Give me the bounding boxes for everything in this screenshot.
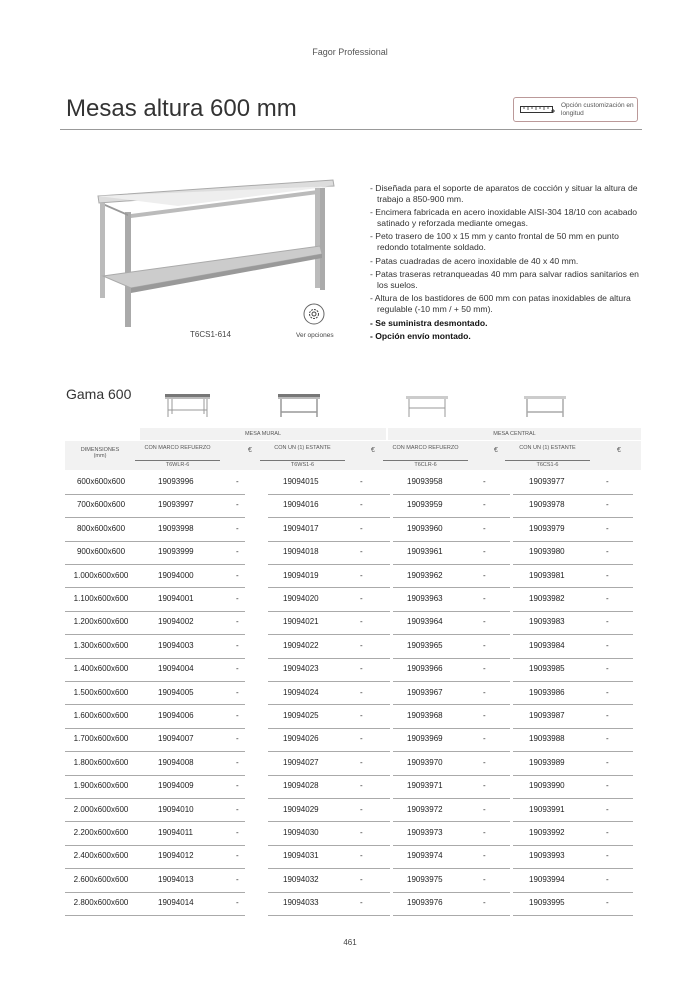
product-code-cell: 19093981 [529, 570, 565, 580]
product-code-cell: 19094017 [283, 523, 319, 533]
price-cell: - [236, 547, 239, 557]
feature-item: - Patas cuadradas de acero inoxidable de 40 x 40 mm. [370, 255, 579, 266]
table-row [0, 657, 700, 682]
column-code: T6CS1-6 [536, 462, 559, 468]
column-underline [505, 460, 590, 461]
column-label: CON UN (1) ESTANTE [274, 445, 331, 451]
dimension-cell: 1.300x600x600 [73, 640, 129, 650]
price-cell: - [236, 757, 239, 767]
table-header [65, 441, 641, 470]
product-code-cell: 19093998 [158, 523, 194, 533]
currency-label: € [617, 447, 621, 454]
group-mesa-mural: MESA MURAL [140, 428, 386, 440]
product-code-cell: 19093990 [529, 781, 565, 791]
price-cell: - [483, 734, 486, 744]
price-cell: - [360, 781, 363, 791]
product-code-cell: 19093994 [529, 874, 565, 884]
feature-list [370, 183, 640, 345]
price-cell: - [483, 547, 486, 557]
product-code-cell: 19094020 [283, 594, 319, 603]
table-row [0, 868, 700, 893]
price-cell: - [360, 874, 363, 884]
product-code-cell: 19094013 [158, 874, 194, 884]
table-row [0, 891, 700, 916]
column-code: T6WS1-6 [290, 462, 315, 468]
price-cell: - [606, 874, 609, 884]
dimension-cell: 2.800x600x600 [73, 898, 129, 908]
product-code-cell: 19093980 [529, 547, 565, 557]
table-row [0, 774, 700, 799]
dimension-cell: 1.800x600x600 [73, 757, 129, 767]
product-code-cell: 19093993 [529, 851, 565, 861]
price-cell: - [606, 734, 609, 744]
product-code-cell: 19094000 [158, 570, 194, 580]
currency-label: € [494, 447, 498, 454]
currency-label: € [371, 447, 375, 454]
price-cell: - [236, 874, 239, 884]
product-code-cell: 19094029 [283, 804, 319, 814]
price-cell: - [606, 851, 609, 861]
price-cell: - [606, 547, 609, 557]
table-row [0, 564, 700, 589]
product-code-cell: 19093991 [529, 804, 565, 814]
column-label: CON MARCO REFUERZO [144, 445, 211, 451]
product-code-cell: 19094010 [158, 804, 194, 814]
product-code-cell: 19094022 [283, 640, 319, 650]
price-cell: - [483, 711, 486, 720]
row-divider [65, 915, 245, 916]
brand-header: Fagor Professional [312, 47, 388, 57]
price-cell: - [360, 664, 363, 674]
product-code-cell: 19093978 [529, 500, 565, 510]
row-divider [513, 915, 633, 916]
price-cell: - [236, 711, 239, 720]
price-cell: - [236, 477, 239, 486]
price-cell: - [483, 804, 486, 814]
column-underline [260, 460, 345, 461]
product-code-cell: 19094016 [283, 500, 319, 510]
price-cell: - [236, 828, 239, 837]
price-cell: - [360, 687, 363, 697]
badge-text: Opción customización en longitud [561, 102, 634, 117]
product-code-cell: 19093969 [407, 734, 443, 744]
product-code-cell: 19094027 [283, 757, 319, 767]
product-code-cell: 19093976 [407, 898, 443, 908]
product-code-cell: 19093985 [529, 664, 565, 674]
price-cell: - [483, 874, 486, 884]
product-code-cell: 19093972 [407, 804, 443, 814]
group-mesa-central: MESA CENTRAL [388, 428, 641, 440]
product-code-cell: 19093971 [407, 781, 443, 791]
product-code-cell: 19094025 [283, 711, 319, 720]
product-code-cell: 19094021 [283, 617, 319, 627]
price-cell: - [360, 851, 363, 861]
product-code-cell: 19094033 [283, 898, 319, 908]
price-cell: - [606, 898, 609, 908]
product-code-cell: 19094002 [158, 617, 194, 627]
product-code-cell: 19094009 [158, 781, 194, 791]
product-code-cell: 19094005 [158, 687, 194, 697]
feature-item: - Diseñada para el soporte de aparatos de cocción y situar la altura de trabajo a 850-900 mm. [370, 183, 638, 204]
price-cell: - [236, 570, 239, 580]
product-code-cell: 19093963 [407, 594, 443, 603]
dimension-cell: 1.000x600x600 [73, 570, 129, 580]
price-cell: - [360, 570, 363, 580]
product-model: T6CS1-614 [190, 330, 231, 339]
table-row [0, 727, 700, 752]
view-options-link[interactable]: Ver opciones [296, 332, 334, 339]
price-cell: - [606, 570, 609, 580]
product-code-cell: 19093967 [407, 687, 443, 697]
row-divider [268, 915, 390, 916]
price-cell: - [606, 804, 609, 814]
table-row [0, 751, 700, 776]
price-cell: - [236, 523, 239, 533]
price-cell: - [360, 523, 363, 533]
product-code-cell: 19093974 [407, 851, 443, 861]
product-code-cell: 19094003 [158, 640, 194, 650]
product-code-cell: 19094007 [158, 734, 194, 744]
price-cell: - [360, 804, 363, 814]
price-cell: - [236, 664, 239, 674]
product-code-cell: 19093975 [407, 874, 443, 884]
product-code-cell: 19093995 [529, 898, 565, 908]
product-code-cell: 19094011 [158, 828, 193, 837]
product-code-cell: 19093984 [529, 640, 565, 650]
price-cell: - [483, 687, 486, 697]
price-cell: - [606, 477, 609, 486]
price-cell: - [483, 781, 486, 791]
price-cell: - [483, 523, 486, 533]
price-cell: - [360, 757, 363, 767]
price-cell: - [606, 617, 609, 627]
product-code-cell: 19094023 [283, 664, 319, 674]
product-code-cell: 19093968 [407, 711, 443, 720]
dimension-cell: 1.700x600x600 [73, 734, 129, 744]
price-cell: - [483, 640, 486, 650]
price-cell: - [606, 664, 609, 674]
product-code-cell: 19093989 [529, 757, 565, 767]
thumbnail-mesa-mural-estante [278, 394, 320, 417]
dimension-cell: 900x600x600 [76, 547, 126, 557]
dimension-cell: 1.100x600x600 [73, 594, 129, 603]
dimension-cell: 1.500x600x600 [73, 687, 129, 697]
price-cell: - [360, 617, 363, 627]
product-code-cell: 19094001 [158, 594, 194, 603]
dimensions-header: DIMENSIONES (mm) [80, 447, 120, 459]
price-cell: - [236, 898, 239, 908]
price-cell: - [236, 594, 239, 603]
price-cell: - [606, 500, 609, 510]
price-cell: - [606, 757, 609, 767]
product-code-cell: 19093958 [407, 477, 443, 486]
column-underline [135, 460, 220, 461]
product-code-cell: 19094008 [158, 757, 194, 767]
price-cell: - [236, 617, 239, 627]
thumbnail-mesa-central-estante [524, 396, 566, 417]
dimension-cell: 600x600x600 [76, 477, 126, 486]
ruler-icon [520, 105, 556, 115]
price-cell: - [606, 828, 609, 837]
product-code-cell: 19094012 [158, 851, 194, 861]
product-code-cell: 19093966 [407, 664, 443, 674]
price-cell: - [360, 640, 363, 650]
product-code-cell: 19093992 [529, 828, 565, 837]
price-cell: - [236, 640, 239, 650]
product-code-cell: 19093988 [529, 734, 565, 744]
product-code-cell: 19094032 [283, 874, 319, 884]
product-code-cell: 19094006 [158, 711, 194, 720]
dimension-cell: 800x600x600 [76, 523, 126, 533]
feature-item: - Peto trasero de 100 x 15 mm y canto frontal de 50 mm en punto redondo totalmente soldado. [370, 231, 619, 252]
price-cell: - [606, 523, 609, 533]
price-cell: - [236, 734, 239, 744]
price-cell: - [483, 664, 486, 674]
customization-badge [513, 97, 638, 122]
gear-icon[interactable] [303, 303, 325, 325]
product-code-cell: 19094018 [283, 547, 319, 557]
section-title: Gama 600 [66, 386, 132, 402]
feature-item: - Se suministra desmontado. [370, 317, 488, 328]
dimension-cell: 1.200x600x600 [73, 617, 129, 627]
title-divider [60, 129, 642, 130]
feature-item: - Altura de los bastidores de 600 mm con patas inoxidables de altura regulable (-10 mm / + 50 mm). [370, 293, 631, 314]
column-code: T6CLR-6 [414, 462, 437, 468]
page-number: 461 [343, 938, 357, 947]
feature-item: - Patas traseras retranqueadas 40 mm para salvar radios sanitarios en los suelos. [370, 269, 639, 290]
price-cell: - [360, 734, 363, 744]
price-cell: - [483, 898, 486, 908]
price-cell: - [236, 804, 239, 814]
table-row [0, 844, 700, 869]
product-code-cell: 19093959 [407, 500, 443, 510]
price-cell: - [360, 898, 363, 908]
price-cell: - [483, 617, 486, 627]
dimension-cell: 2.400x600x600 [73, 851, 129, 861]
price-cell: - [483, 570, 486, 580]
dimension-cell: 2.200x600x600 [73, 828, 129, 837]
price-cell: - [483, 851, 486, 861]
product-code-cell: 19094019 [283, 570, 319, 580]
table-row [0, 610, 700, 635]
table-row [0, 798, 700, 823]
table-row [0, 470, 700, 495]
product-code-cell: 19093965 [407, 640, 443, 650]
price-cell: - [236, 851, 239, 861]
product-code-cell: 19093999 [158, 547, 194, 557]
feature-item: - Encimera fabricada en acero inoxidable AISI-304 18/10 con acabado satinado y reforzada mediante omegas. [370, 207, 638, 228]
price-cell: - [483, 828, 486, 837]
price-cell: - [360, 828, 363, 837]
product-code-cell: 19094004 [158, 664, 194, 674]
price-cell: - [606, 640, 609, 650]
thumbnail-mesa-central-marco [406, 396, 448, 417]
price-cell: - [360, 711, 363, 720]
column-label: CON UN (1) ESTANTE [519, 445, 576, 451]
table-row [0, 704, 700, 729]
product-code-cell: 19094031 [283, 851, 319, 861]
product-code-cell: 19094015 [283, 477, 319, 486]
product-image [88, 176, 338, 328]
price-cell: - [606, 594, 609, 603]
variant-thumbnails [160, 388, 640, 424]
price-cell: - [360, 594, 363, 603]
table-row [0, 540, 700, 565]
dimension-cell: 2.000x600x600 [73, 804, 129, 814]
table-row [0, 517, 700, 542]
product-code-cell: 19094026 [283, 734, 319, 744]
product-code-cell: 19093979 [529, 523, 565, 533]
dimension-cell: 700x600x600 [76, 500, 126, 510]
dimension-cell: 1.400x600x600 [73, 664, 129, 674]
product-code-cell: 19093982 [529, 594, 565, 603]
dimension-cell: 2.600x600x600 [73, 874, 129, 884]
price-cell: - [483, 500, 486, 510]
price-cell: - [606, 781, 609, 791]
column-label: CON MARCO REFUERZO [392, 445, 459, 451]
product-code-cell: 19093977 [529, 477, 565, 486]
row-divider [393, 915, 510, 916]
dimension-cell: 1.600x600x600 [73, 711, 129, 720]
currency-label: € [248, 447, 252, 454]
product-code-cell: 19093962 [407, 570, 443, 580]
product-code-cell: 19093970 [407, 757, 443, 767]
column-code: T6WLR-6 [165, 462, 190, 468]
table-row [0, 821, 700, 846]
product-code-cell: 19093973 [407, 828, 443, 837]
price-cell: - [236, 687, 239, 697]
product-code-cell: 19093964 [407, 617, 443, 627]
price-cell: - [360, 500, 363, 510]
product-code-cell: 19093960 [407, 523, 443, 533]
table-row [0, 634, 700, 659]
dimension-cell: 1.900x600x600 [73, 781, 129, 791]
price-cell: - [360, 547, 363, 557]
product-code-cell: 19094030 [283, 828, 319, 837]
product-code-cell: 19093986 [529, 687, 565, 697]
product-code-cell: 19093997 [158, 500, 194, 510]
product-code-cell: 19094028 [283, 781, 319, 791]
table-row [0, 587, 700, 612]
product-code-cell: 19093983 [529, 617, 565, 627]
product-code-cell: 19093996 [158, 477, 194, 486]
price-cell: - [606, 687, 609, 697]
column-underline [383, 460, 468, 461]
page-title: Mesas altura 600 mm [66, 95, 297, 122]
thumbnail-mesa-mural-marco [165, 394, 210, 417]
price-cell: - [606, 711, 609, 720]
price-cell: - [236, 500, 239, 510]
price-cell: - [483, 594, 486, 603]
table-row [0, 493, 700, 518]
table-row [0, 681, 700, 706]
price-cell: - [483, 477, 486, 486]
product-code-cell: 19094024 [283, 687, 319, 697]
feature-item: - Opción envío montado. [370, 331, 471, 342]
price-cell: - [236, 781, 239, 791]
price-cell: - [360, 477, 363, 486]
product-code-cell: 19094014 [158, 898, 194, 908]
product-code-cell: 19093987 [529, 711, 565, 720]
price-cell: - [483, 757, 486, 767]
product-code-cell: 19093961 [407, 547, 443, 557]
